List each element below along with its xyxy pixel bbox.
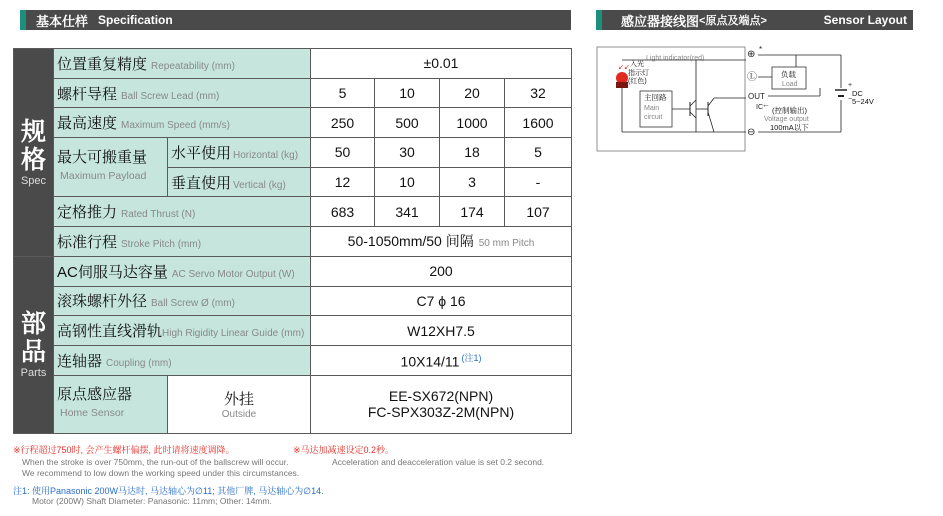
value-cell: 10 — [375, 78, 440, 108]
value-cell: 5 — [505, 138, 572, 168]
dc-minus: − — [848, 96, 853, 103]
sensor-header-sub: <原点及端点> — [699, 15, 767, 27]
stroke-value-en: 50 mm Pitch — [478, 238, 535, 250]
label-en: Repeatability (mm) — [151, 60, 235, 72]
label-cn: 最高速度 — [57, 115, 118, 133]
label-home — [54, 375, 168, 433]
label-en: Maximum Speed (mm/s) — [121, 120, 230, 132]
value-guide: W12XH7.5 — [311, 316, 572, 346]
value-servo: 200 — [311, 256, 572, 286]
label-en: Maximum Payload — [60, 170, 147, 183]
value-cell: 250 — [311, 108, 375, 138]
row-guide — [14, 316, 572, 346]
dc-label: DC — [852, 89, 863, 98]
current-limit: 100mA以下 — [770, 123, 809, 132]
label-en: Coupling (mm) — [106, 357, 172, 369]
light-label-en: Light indicator(red) — [646, 55, 705, 62]
value-cell: 3 — [440, 167, 505, 197]
light-arrow-icon: ↙↙ — [618, 64, 630, 71]
note-motor-cn: 注1: 使用Panasonic 200W马达时, 马达轴心为∅11; 其他厂牌, 马达轴心为∅14. — [13, 486, 324, 496]
value-cell: 30 — [375, 138, 440, 168]
row-thrust — [14, 197, 572, 227]
label-en: Ball Screw Lead (mm) — [121, 90, 220, 102]
plus-terminal-icon: ⊕ — [747, 49, 756, 60]
label-vertical — [168, 167, 311, 197]
control-output-en: Voltage output — [764, 116, 809, 123]
label-en: Home Sensor — [60, 407, 125, 420]
control-output-cn: (控制输出) — [772, 106, 807, 115]
sensor-header — [596, 10, 913, 30]
label-en: Stroke Pitch (mm) — [121, 238, 202, 250]
note-accel-cn: ※马达加减速设定0.2秒。 — [293, 445, 395, 455]
label-repeatability — [54, 49, 311, 79]
home-sensor-model-1: EE-SX672(NPN) — [388, 388, 494, 405]
light-indicator-base — [616, 82, 628, 88]
label-payload — [54, 138, 168, 197]
row-coupling — [14, 345, 572, 375]
label-en: Rated Thrust (N) — [121, 209, 196, 221]
note-speed-en: We recommend to low down the working speed under this circumstances. — [22, 468, 300, 478]
coupling-note-link[interactable]: (注1) — [461, 352, 482, 363]
label-stroke — [54, 227, 311, 257]
note-stroke-en: When the stroke is over 750mm, the run-out of the ballscrew will occur. — [22, 457, 289, 467]
value-home — [311, 375, 572, 433]
label-thrust — [54, 197, 311, 227]
label-cn: 螺杆导程 — [57, 85, 118, 103]
spec-header-cn: 基本仕样 — [36, 13, 89, 29]
label-cn: 连轴器 — [57, 352, 103, 370]
label-en: Ball Screw Ø (mm) — [151, 298, 235, 310]
value-cell: 500 — [375, 108, 440, 138]
value-cell: 12 — [311, 167, 375, 197]
label-guide — [54, 316, 311, 346]
sensor-wiring-diagram — [596, 40, 916, 160]
label-screw-dia — [54, 286, 311, 316]
label-horizontal — [168, 138, 311, 168]
dc-plus: + — [848, 82, 853, 89]
value-cell: 50 — [311, 138, 375, 168]
value-cell: 10 — [375, 167, 440, 197]
label-cn: 垂直使用 — [171, 174, 232, 192]
header-accent — [20, 10, 26, 30]
main-circuit-en-2: circuit — [644, 114, 663, 121]
value-repeatability: ±0.01 — [311, 49, 572, 79]
label-en: Horizontal (kg) — [233, 149, 299, 161]
value-cell: 341 — [375, 197, 440, 227]
value-cell: 174 — [440, 197, 505, 227]
group-spec-cn: 规格 — [21, 117, 47, 174]
sensor-header-cn: 感应器接线图 — [621, 13, 700, 29]
label-cn: 位置重复精度 — [57, 55, 148, 73]
label-cn: 定格推力 — [57, 204, 118, 222]
label-cn: 水平使用 — [171, 144, 232, 162]
main-circuit-en-1: Main — [644, 105, 660, 112]
row-speed — [14, 108, 572, 138]
ic-label: IC — [756, 104, 763, 111]
row-stroke — [14, 227, 572, 257]
current-arrow-icon: ← — [762, 100, 770, 109]
transistor-icon — [708, 112, 714, 132]
transistor-icon — [708, 98, 714, 106]
value-cell: 683 — [311, 197, 375, 227]
main-circuit-cn: 主回路 — [644, 93, 667, 102]
note-motor-en: Motor (200W) Shaft Diameter: Panasonic: 11mm; Other: 14mm. — [32, 496, 272, 506]
dc-voltage: 5~24V — [852, 97, 874, 106]
spec-header — [20, 10, 571, 30]
transistor-icon — [690, 100, 696, 106]
group-spec — [14, 49, 54, 257]
note-stroke-cn: ※行程超过750时, 会产生螺杆偏摆, 此时请将速度调降。 — [13, 445, 235, 455]
label-en: High Rigidity Linear Guide (mm) — [162, 328, 305, 340]
row-repeatability — [14, 49, 572, 79]
value-cell: 20 — [440, 78, 505, 108]
label-speed — [54, 108, 311, 138]
coupling-value: 10X14/11 — [400, 353, 460, 370]
label-cn: 原点感应器 — [57, 386, 133, 404]
value-cell: - — [505, 167, 572, 197]
light-label-cn-2: 指示灯 — [628, 70, 649, 77]
label-cn: 高钢性直线滑轨 — [57, 323, 163, 341]
sensor-header-en: Sensor Layout — [823, 13, 907, 27]
label-en: Vertical (kg) — [233, 179, 286, 191]
group-spec-en: Spec — [20, 174, 47, 187]
label-cn: 外挂 — [223, 391, 254, 409]
label-cn: 最大可搬重量 — [57, 149, 148, 167]
load-en: Load — [782, 81, 798, 88]
light-label-cn-3: (红色) — [628, 78, 647, 85]
label-en: Outside — [221, 409, 257, 421]
label-lead — [54, 78, 311, 108]
out-label: OUT — [748, 92, 765, 101]
group-parts-en: Parts — [20, 367, 47, 380]
light-label-cn-1: 入光 — [630, 61, 644, 68]
row-lead — [14, 78, 572, 108]
row-home — [14, 375, 572, 433]
group-parts-cn: 部品 — [21, 310, 47, 367]
value-stroke — [311, 227, 572, 257]
label-servo — [54, 256, 311, 286]
row-payload-horizontal — [14, 138, 572, 168]
value-cell: 1600 — [505, 108, 572, 138]
value-screw-dia: C7 ϕ 16 — [311, 286, 572, 316]
spec-table — [13, 48, 572, 434]
row-screw-dia — [14, 286, 572, 316]
label-outside — [168, 375, 311, 433]
minus-terminal-icon: ⊖ — [747, 127, 756, 138]
plus-terminal-star: * — [759, 45, 763, 54]
l-terminal-icon: Ⓛ — [747, 72, 757, 83]
note-accel-en: Acceleration and deacceleration value is set 0.2 second. — [332, 457, 545, 467]
label-coupling — [54, 345, 311, 375]
stroke-value: 50-1050mm/50 间隔 — [347, 233, 474, 250]
label-cn: AC伺服马达容量 — [57, 263, 168, 281]
spec-header-en: Specification — [98, 13, 173, 27]
transistor-icon — [690, 112, 696, 118]
value-coupling — [311, 345, 572, 375]
value-cell: 18 — [440, 138, 505, 168]
label-cn: 标准行程 — [57, 233, 118, 251]
header-accent — [596, 10, 602, 30]
value-cell: 5 — [311, 78, 375, 108]
value-cell: 1000 — [440, 108, 505, 138]
row-servo — [14, 256, 572, 286]
value-cell: 107 — [505, 197, 572, 227]
value-cell: 32 — [505, 78, 572, 108]
load-cn: 负载 — [781, 70, 796, 79]
group-parts — [14, 256, 54, 433]
label-cn: 滚珠螺杆外径 — [57, 293, 148, 311]
label-en: AC Servo Motor Output (W) — [171, 268, 295, 280]
home-sensor-model-2: FC-SPX303Z-2M(NPN) — [367, 404, 515, 421]
